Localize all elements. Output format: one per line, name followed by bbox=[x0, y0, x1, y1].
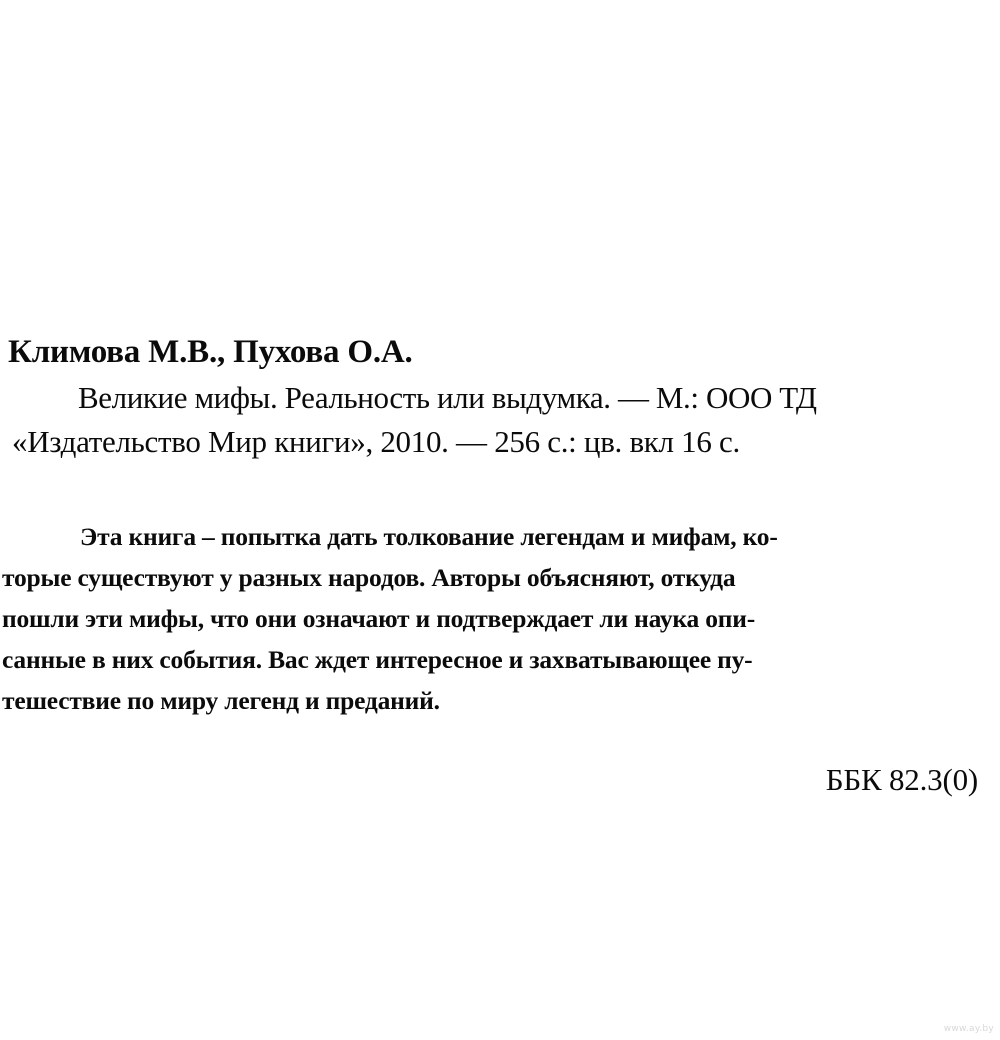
abstract-line: торые существуют у разных народов. Авторы объясняют, откуда bbox=[2, 563, 736, 592]
authors-heading: Климова М.В., Пухова О.А. bbox=[8, 334, 413, 370]
abstract-line: пошли эти мифы, что они означают и подтверждает ли наука опи- bbox=[2, 604, 756, 633]
classification-code: ББК 82.3(0) bbox=[825, 762, 978, 797]
bibliographic-line-publisher: «Издательство Мир книги», 2010. — 256 с.: цв. вкл 16 с. bbox=[12, 424, 740, 459]
bibliographic-line-title: Великие мифы. Реальность или выдумка. — М.: ООО ТД bbox=[78, 380, 817, 415]
abstract-line: санные в них события. Вас ждет интересное и захватывающее пу- bbox=[2, 645, 753, 674]
watermark: www.ay.by bbox=[943, 1024, 994, 1034]
abstract-line: Эта книга – попытка дать толкование легендам и мифам, ко- bbox=[80, 522, 778, 551]
abstract-line: тешествие по миру легенд и преданий. bbox=[2, 686, 440, 715]
